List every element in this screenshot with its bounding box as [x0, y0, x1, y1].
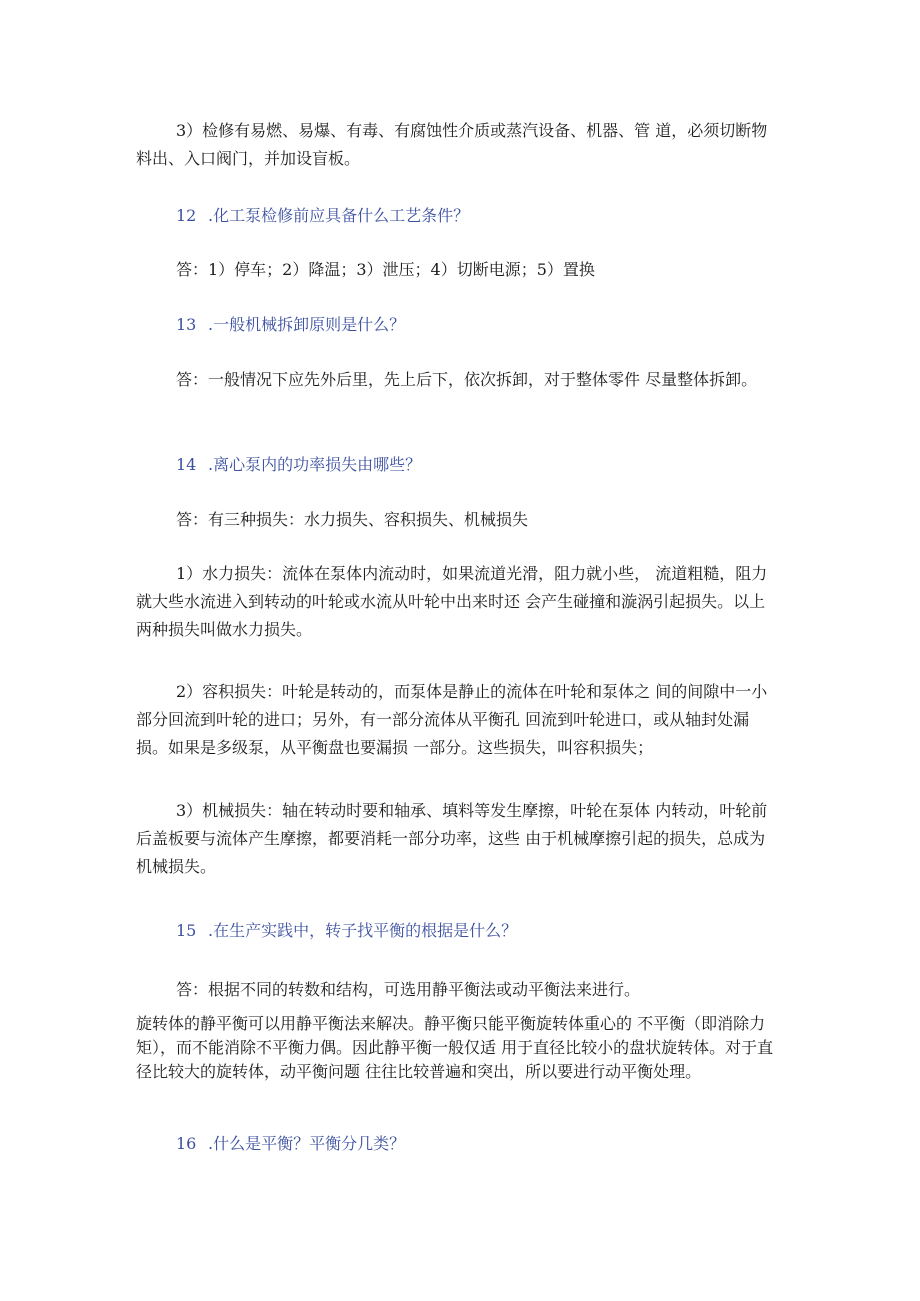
question-number: 15 — [176, 921, 197, 940]
question-text: .一般机械拆卸原则是什么？ — [208, 315, 406, 334]
question-14 — [176, 451, 421, 479]
question-number: 14 — [176, 455, 197, 474]
question-text: .离心泵内的功率损失由哪些？ — [208, 455, 422, 474]
answer-13: 答：一般情况下应先外后里，先上后下，依次拆卸，对于整体零件 尽量整体拆卸。 — [176, 370, 758, 389]
question-number: 12 — [176, 206, 197, 225]
question-number: 16 — [176, 1134, 197, 1153]
question-text: .在生产实践中，转子找平衡的根据是什么？ — [208, 921, 518, 940]
paragraph-item-3: 3）检修有易燃、易爆、有毒、有腐蚀性介质或蒸汽设备、机器、管 道，必须切断物料出、入口阀门，并加设盲板。 — [136, 121, 768, 168]
answer-14-hydraulic-loss: 1）水力损失：流体在泵体内流动时，如果流道光滑，阻力就小些， 流道粗糙，阻力就大些水流进入到转动的叶轮或水流从叶轮中出来时还 会产生碰撞和漩涡引起损失。以上两种损失叫做水力损失。 — [136, 564, 768, 639]
question-text: .什么是平衡？平衡分几类？ — [208, 1134, 406, 1153]
answer-15: 答：根据不同的转数和结构，可选用静平衡法或动平衡法来进行。 — [176, 980, 641, 999]
answer-12: 答：1）停车；2）降温；3）泄压；4）切断电源；5）置换 — [176, 260, 595, 279]
question-16 — [176, 1130, 405, 1158]
answer-14: 答：有三种损失：水力损失、容积损失、机械损失 — [176, 510, 529, 529]
question-13 — [176, 311, 405, 339]
answer-14-mechanical-loss: 3）机械损失：轴在转动时要和轴承、填料等发生摩擦，叶轮在泵体 内转动，叶轮前后盖板要与流体产生摩擦，都要消耗一部分功率，这些 由于机械摩擦引起的损失，总成为机械损失。 — [136, 801, 768, 876]
question-number: 13 — [176, 315, 197, 334]
question-12 — [176, 202, 469, 230]
answer-15-detail: 旋转体的静平衡可以用静平衡法来解决。静平衡只能平衡旋转体重心的 不平衡（即消除力矩），而不能消除不平衡力偶。因此静平衡一般仅适 用于直径比较小的盘状旋转体。对于直径比较大的旋转体，动平衡问题 往往比较普遍和突出，所以要进行动平衡处理。 — [136, 1014, 774, 1081]
question-text: .化工泵检修前应具备什么工艺条件？ — [208, 206, 470, 225]
question-15 — [176, 917, 517, 945]
answer-14-volumetric-loss: 2）容积损失：叶轮是转动的，而泵体是静止的流体在叶轮和泵体之 间的间隙中一小部分回流到叶轮的进口；另外，有一部分流体从平衡孔 回流到叶轮进口，或从轴封处漏损。如果是多级泵，从平衡盘也要漏损 一部分。这些损失，叫容积损失； — [136, 682, 768, 757]
